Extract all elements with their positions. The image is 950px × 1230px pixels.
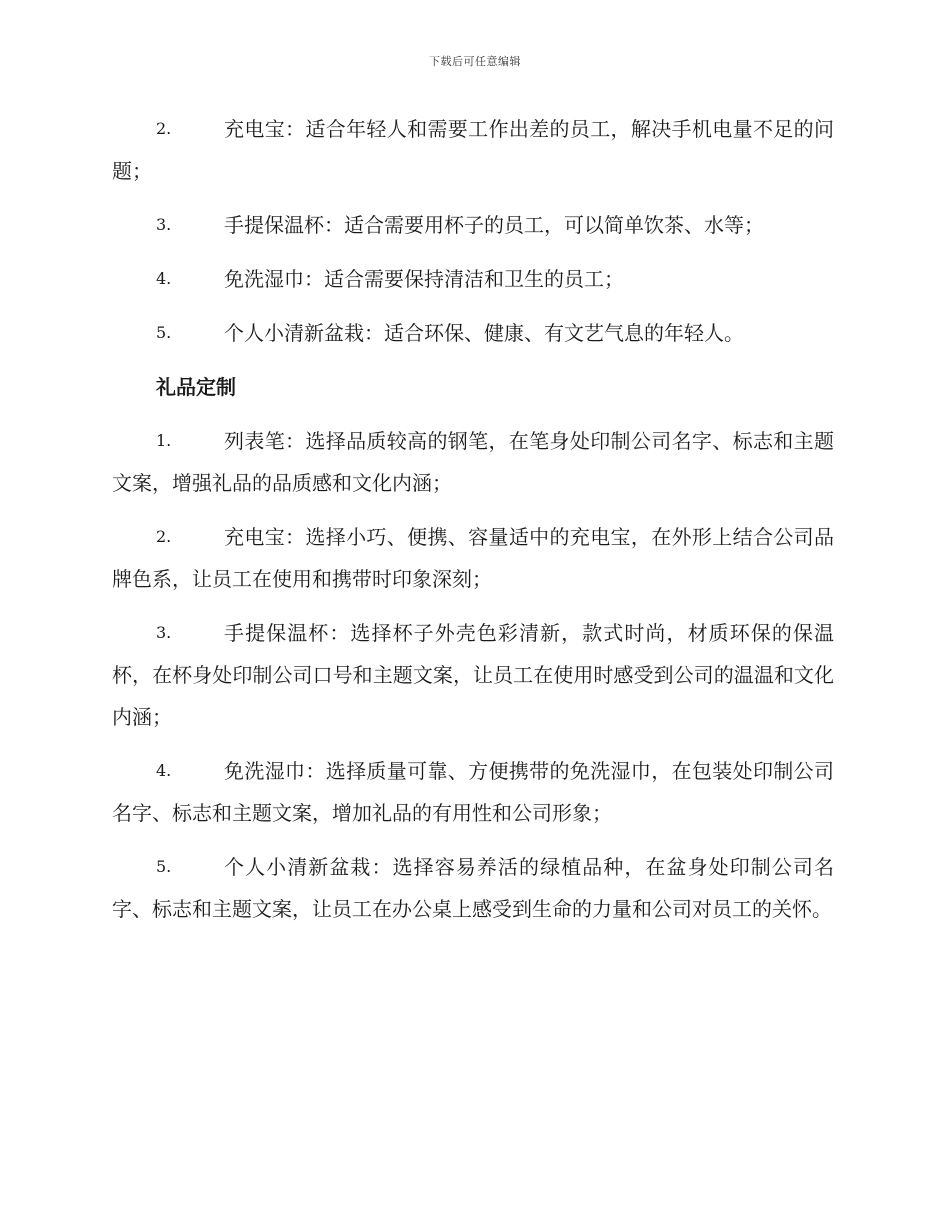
list-item: [112, 312, 834, 354]
list-item-text: 免洗湿巾：选择质量可靠、方便携带的免洗湿巾，在包装处印制公司名字、标志和主题文案，增加礼品的有用性和公司形象；: [112, 759, 834, 825]
list-item: [112, 612, 834, 738]
list-item-number: 5.: [156, 857, 172, 876]
list-item-number: 2.: [156, 119, 172, 138]
list-item-number: 1.: [156, 431, 172, 450]
document-body: [112, 108, 834, 942]
list-item-text: 个人小清新盆栽：适合环保、健康、有文艺气息的年轻人。: [224, 321, 744, 345]
list-item-text: 充电宝：选择小巧、便携、容量适中的充电宝，在外形上结合公司品牌色系，让员工在使用和携带时印象深刻；: [112, 525, 834, 591]
list-item-number: 3.: [156, 623, 172, 642]
list-item-number: 5.: [156, 323, 172, 342]
list-item: [112, 258, 834, 300]
section-title: 礼品定制: [156, 375, 236, 399]
list-item-text: 手提保温杯：适合需要用杯子的员工，可以简单饮茶、水等；: [224, 213, 764, 237]
list-item-number: 3.: [156, 215, 172, 234]
list-item-text: 手提保温杯：选择杯子外壳色彩清新，款式时尚，材质环保的保温杯，在杯身处印制公司口号和主题文案，让员工在使用时感受到公司的温温和文化内涵；: [112, 621, 834, 729]
list-item: [112, 204, 834, 246]
list-item: [112, 846, 834, 930]
list-item: [112, 750, 834, 834]
list-item: [112, 108, 834, 192]
list-item: [112, 516, 834, 600]
list-item-text: 充电宝：适合年轻人和需要工作出差的员工，解决手机电量不足的问题；: [112, 117, 834, 183]
list-item: [112, 420, 834, 504]
list-item-text: 免洗湿巾：适合需要保持清洁和卫生的员工；: [224, 267, 624, 291]
list-item-text: 个人小清新盆栽：选择容易养活的绿植品种，在盆身处印制公司名字、标志和主题文案，让员工在办公桌上感受到生命的力量和公司对员工的关怀。: [112, 855, 834, 921]
list-item-number: 4.: [156, 761, 172, 780]
header-note: 下载后可任意编辑: [429, 55, 521, 68]
list-item-number: 2.: [156, 527, 172, 546]
list-item-text: 列表笔：选择品质较高的钢笔，在笔身处印制公司名字、标志和主题文案，增强礼品的品质感和文化内涵；: [112, 429, 834, 495]
list-item-number: 4.: [156, 269, 172, 288]
